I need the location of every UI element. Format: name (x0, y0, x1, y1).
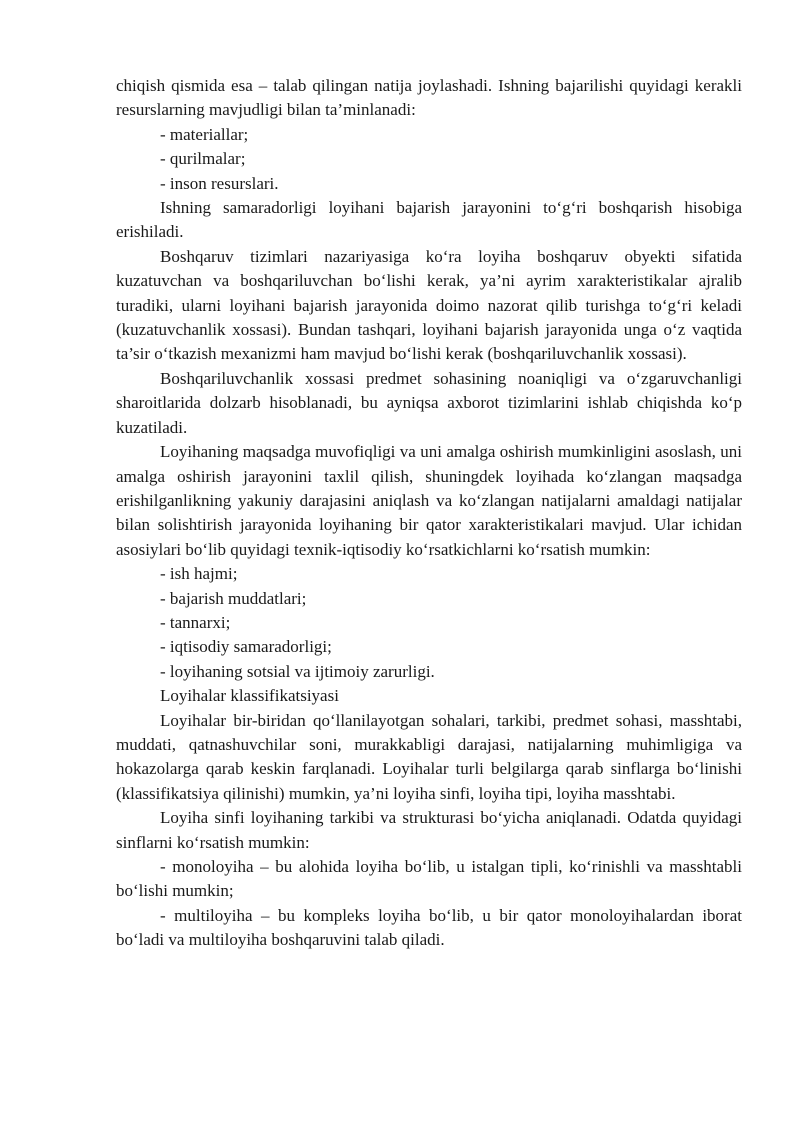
list-item: - bajarish muddatlari; (160, 588, 307, 608)
list-item: - monoloyiha – bu alohida loyiha bo‘lib, u istalgan tipli, ko‘rinishli va masshtabli bo‘lishi mumkin; (116, 857, 742, 901)
list-item: - qurilmalar; (160, 149, 246, 169)
paragraph: Loyiha sinfi loyihaning tarkibi va strukturasi bo‘yicha aniqlanadi. Odatda quyidagi sinflarni ko‘rsatish mumkin: (116, 808, 742, 852)
paragraph: Ishning samaradorligi loyihani bajarish jarayonini to‘g‘ri boshqarish hisobiga erishiladi. (116, 198, 742, 242)
list-item: - iqtisodiy samaradorligi; (160, 637, 332, 657)
section-heading: Loyihalar klassifikatsiyasi (160, 686, 339, 706)
list-item: - ish hajmi; (160, 564, 238, 584)
paragraph: Loyihalar bir-biridan qo‘llanilayotgan sohalari, tarkibi, predmet sohasi, masshtabi, muddati, qatnashuvchilar soni, murakkabligi darajasi, natijalarning muhimligiga va hokazolarga qarab keskin farqlanadi. Loyihalar turli belgilarga qarab sinflarga bo‘linishi (klassifikatsiya qilinishi) mumkin, ya’ni loyiha sinfi, loyiha tipi, loyiha masshtabi. (116, 710, 742, 803)
list-item: - loyihaning sotsial va ijtimoiy zarurligi. (160, 661, 435, 681)
list-item: - materiallar; (160, 124, 249, 144)
list-item: - tannarxi; (160, 612, 231, 632)
paragraph: chiqish qismida esa – talab qilingan natija joylashadi. Ishning bajarilishi quyidagi kerakli resurslarning mavjudligi bilan ta’minlanadi: (116, 76, 742, 120)
document-page (116, 74, 742, 953)
list-item: - inson resurslari. (160, 173, 279, 193)
paragraph: Boshqariluvchanlik xossasi predmet sohasining noaniqligi va o‘zgaruvchanligi sharoitlarida dolzarb hisoblanadi, bu ayniqsa axborot tizimlarini ishlab chiqishda ko‘p kuzatiladi. (116, 368, 742, 437)
paragraph: Loyihaning maqsadga muvofiqligi va uni amalga oshirish mumkinligini asoslash, uni amalga oshirish jarayonini taxlil qilish, shuningdek loyihada ko‘zlangan maqsadga erishilganlikning yakuniy darajasini aniqlash va ko‘zlangan natijalarni amaldagi natijalar bilan solishtirish jarayonida loyihaning bir qator xarakteristikalari mavjud. Ular ichidan asosiylari bo‘lib quyidagi texnik-iqtisodiy ko‘rsatkichlarni ko‘rsatish mumkin: (116, 442, 742, 559)
paragraph: Boshqaruv tizimlari nazariyasiga ko‘ra loyiha boshqaruv obyekti sifatida kuzatuvchan va boshqariluvchan bo‘lishi kerak, ya’ni ayrim xarakteristikalar ajralib turadiki, ularni loyihani bajarish jarayonida doimo nazorat qilib turishga to‘g‘ri keladi (kuzatuvchanlik xossasi). Bundan tashqari, loyihani bajarish jarayonida unga o‘z vaqtida ta’sir o‘tkazish mexanizmi ham mavjud bo‘lishi kerak (boshqariluvchanlik xossasi). (116, 246, 742, 364)
list-item: - multiloyiha – bu kompleks loyiha bo‘lib, u bir qator monoloyihalardan iborat bo‘ladi va multiloyiha boshqaruvini talab qiladi. (116, 905, 742, 950)
